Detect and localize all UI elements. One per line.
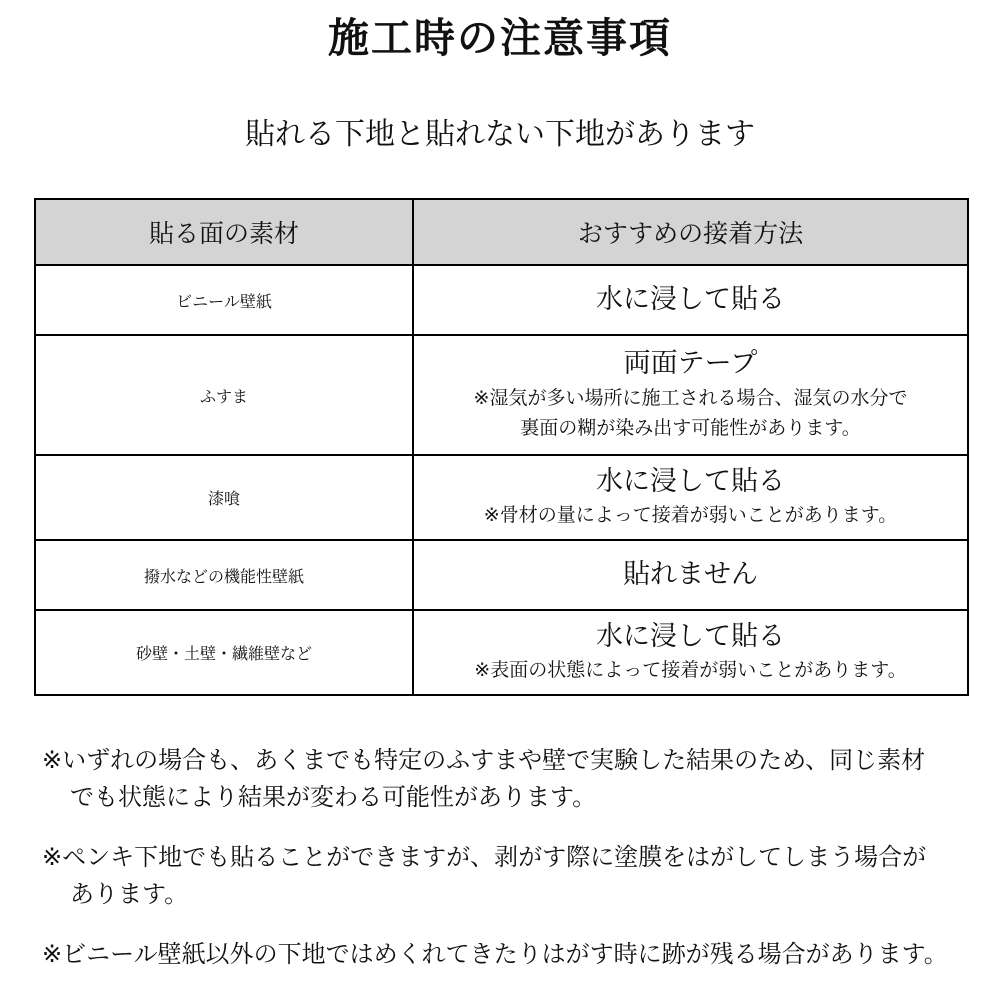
method-note-line: ※湿気が多い場所に施工される場合、湿気の水分で (473, 388, 908, 410)
method-text: 水に浸して貼る (596, 620, 785, 651)
method-cell (413, 455, 968, 540)
footnote-line: あります。 (70, 881, 189, 909)
footnote-line: ※ビニール壁紙以外の下地ではめくれてきたりはがす時に跡が残る場合があります。 (42, 941, 948, 969)
footnote-line: ※いずれの場合も、あくまでも特定のふすまや壁で実験した結果のため、同じ素材 (42, 747, 926, 775)
method-text: 貼れません (623, 559, 758, 590)
method-note (420, 384, 961, 443)
material-cell: 撥水などの機能性壁紙 (35, 540, 413, 610)
method-note (420, 656, 961, 685)
footnote-line: ※ペンキ下地でも貼ることができますが、剥がす際に塗膜をはがしてしまう場合が (42, 844, 927, 872)
material-cell: ふすま (35, 335, 413, 455)
table-header-row (35, 199, 968, 265)
table-row-functional-wallpaper (35, 540, 968, 610)
method-cell (413, 265, 968, 335)
page-subtitle: 貼れる下地と貼れない下地があります (245, 118, 755, 152)
table-row-vinyl-wallpaper (35, 265, 968, 335)
method-cell (413, 610, 968, 695)
table-row-plaster (35, 455, 968, 540)
footnotes-section (42, 742, 972, 973)
footnote-paint-base (42, 839, 972, 913)
material-cell: 砂壁・土壁・繊維壁など (35, 610, 413, 695)
method-text: 両面テープ (623, 348, 758, 379)
method-note-line: ※骨材の量によって接着が弱いことがあります。 (483, 505, 898, 527)
method-text: 水に浸して貼る (596, 284, 785, 315)
footnote-non-vinyl-base (42, 936, 972, 973)
method-text: 水に浸して貼る (596, 465, 785, 496)
material-cell: ビニール壁紙 (35, 265, 413, 335)
method-note-line: 裏面の糊が染み出す可能性があります。 (520, 417, 861, 439)
table-row-fusuma (35, 335, 968, 455)
footnote-general-result (42, 742, 972, 816)
footnote-line: でも状態により結果が変わる可能性があります。 (70, 784, 597, 812)
method-note-line: ※表面の状態によって接着が弱いことがあります。 (474, 660, 907, 682)
page-title: 施工時の注意事項 (328, 15, 672, 61)
method-cell (413, 540, 968, 610)
adhesion-methods-table (34, 198, 969, 696)
column-header-method: おすすめの接着方法 (413, 199, 968, 265)
method-cell (413, 335, 968, 455)
material-cell: 漆喰 (35, 455, 413, 540)
table-row-sand-wall (35, 610, 968, 695)
method-note (420, 501, 961, 530)
column-header-material: 貼る面の素材 (35, 199, 413, 265)
